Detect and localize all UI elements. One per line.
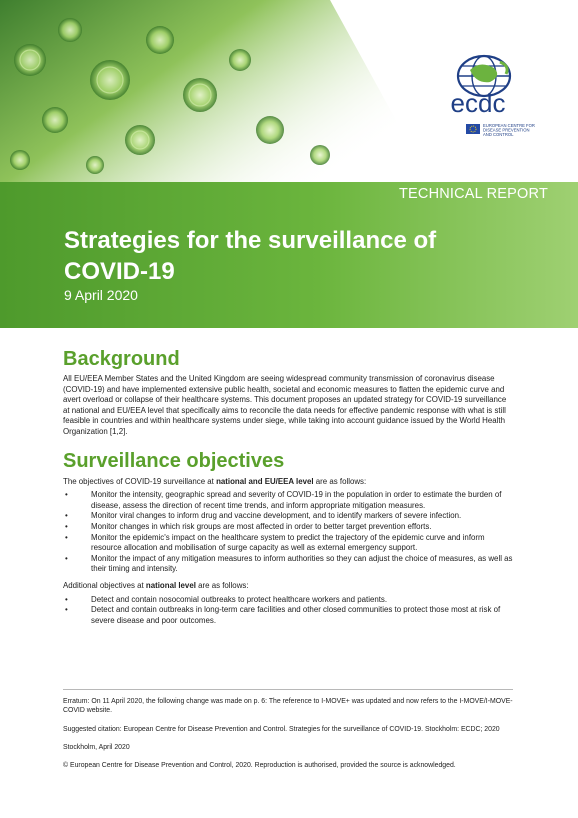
svg-text:ecdc: ecdc: [450, 88, 506, 118]
main-content: [63, 348, 513, 626]
additional-objectives-intro: Additional objectives at national level are as follows:: [63, 580, 249, 590]
objectives-heading: Surveillance objectives: [63, 449, 285, 472]
footer-notes: [63, 689, 513, 779]
suggested-citation: Suggested citation: European Centre for Disease Prevention and Control. Strategies for the surveillance of COVID-19. Stockholm: ECDC; 2020: [63, 725, 500, 733]
svg-text:AND CONTROL: AND CONTROL: [483, 132, 514, 137]
background-heading: Background: [63, 348, 180, 370]
list-item: • Monitor the intensity, geographic spread and severity of COVID-19 in the population in order to estimate the burden of disease, assess the direction of recent time trends, and inform appropriate mitigation measures.: [63, 490, 513, 511]
additional-objectives-list: [63, 595, 513, 627]
list-item: • Monitor the impact of any mitigation measures to inform authorities so they can adjust the choice of measures, as well as their timing and intensity.: [63, 554, 513, 575]
report-type-label: TECHNICAL REPORT: [398, 186, 548, 202]
list-item: • Monitor the epidemic's impact on the healthcare system to predict the trajectory of the epidemic curve and inform resource allocation and mobilisation of surge capacity as well as external emergency support.: [63, 533, 513, 554]
list-item: • Detect and contain outbreaks in long-term care facilities and other closed communities to protect those most at risk of severe disease and poor outcomes.: [63, 605, 513, 626]
list-item: • Detect and contain nosocomial outbreaks to protect healthcare workers and patients.: [63, 595, 513, 606]
eu-flag-icon: [466, 124, 480, 134]
background-paragraph: All EU/EEA Member States and the United Kingdom are seeing widespread community transmission of coronavirus disease (COVID-19) and have implemented extensive public health, societal and economic measures to flatten the epidemic curve and avert overload or collapse of their healthcare systems. This document proposes an updated strategy for COVID-19 surveillance at national and EU/EEA level that specifically aims to reconcile the data needs for effective pandemic response with what is still feasible in countries and within healthcare systems under siege, while taking into account guidance issued by the World Health Organization [1,2].: [63, 374, 507, 436]
list-item: • Monitor changes in which risk groups are most affected in order to better target prevention efforts.: [63, 522, 513, 533]
objectives-intro: The objectives of COVID-19 surveillance at national and EU/EEA level are as follows:: [63, 476, 367, 486]
microscopy-background-image: [0, 0, 430, 182]
svg-text:DISEASE PREVENTION: DISEASE PREVENTION: [483, 127, 530, 133]
objectives-list: [63, 490, 513, 575]
list-item: • Monitor viral changes to inform drug and vaccine development, and to identify markers of severe infection.: [63, 511, 513, 522]
cover-image-area: [0, 0, 578, 182]
document-date: 9 April 2020: [64, 287, 138, 303]
ecdc-logo: [446, 50, 556, 150]
place-date: Stockholm, April 2020: [63, 743, 130, 751]
erratum-note: Erratum: On 11 April 2020, the following change was made on p. 6: The reference to I-MOVE+ was updated and now refers to the I-MOVE/I-MOVE-COVID website.: [63, 698, 513, 715]
svg-text:EUROPEAN CENTRE FOR: EUROPEAN CENTRE FOR: [483, 123, 535, 128]
document-title: Strategies for the surveillance of COVID-19: [64, 227, 437, 285]
copyright-note: © European Centre for Disease Prevention and Control, 2020. Reproduction is authorised, provided the source is acknowledged.: [63, 762, 456, 770]
